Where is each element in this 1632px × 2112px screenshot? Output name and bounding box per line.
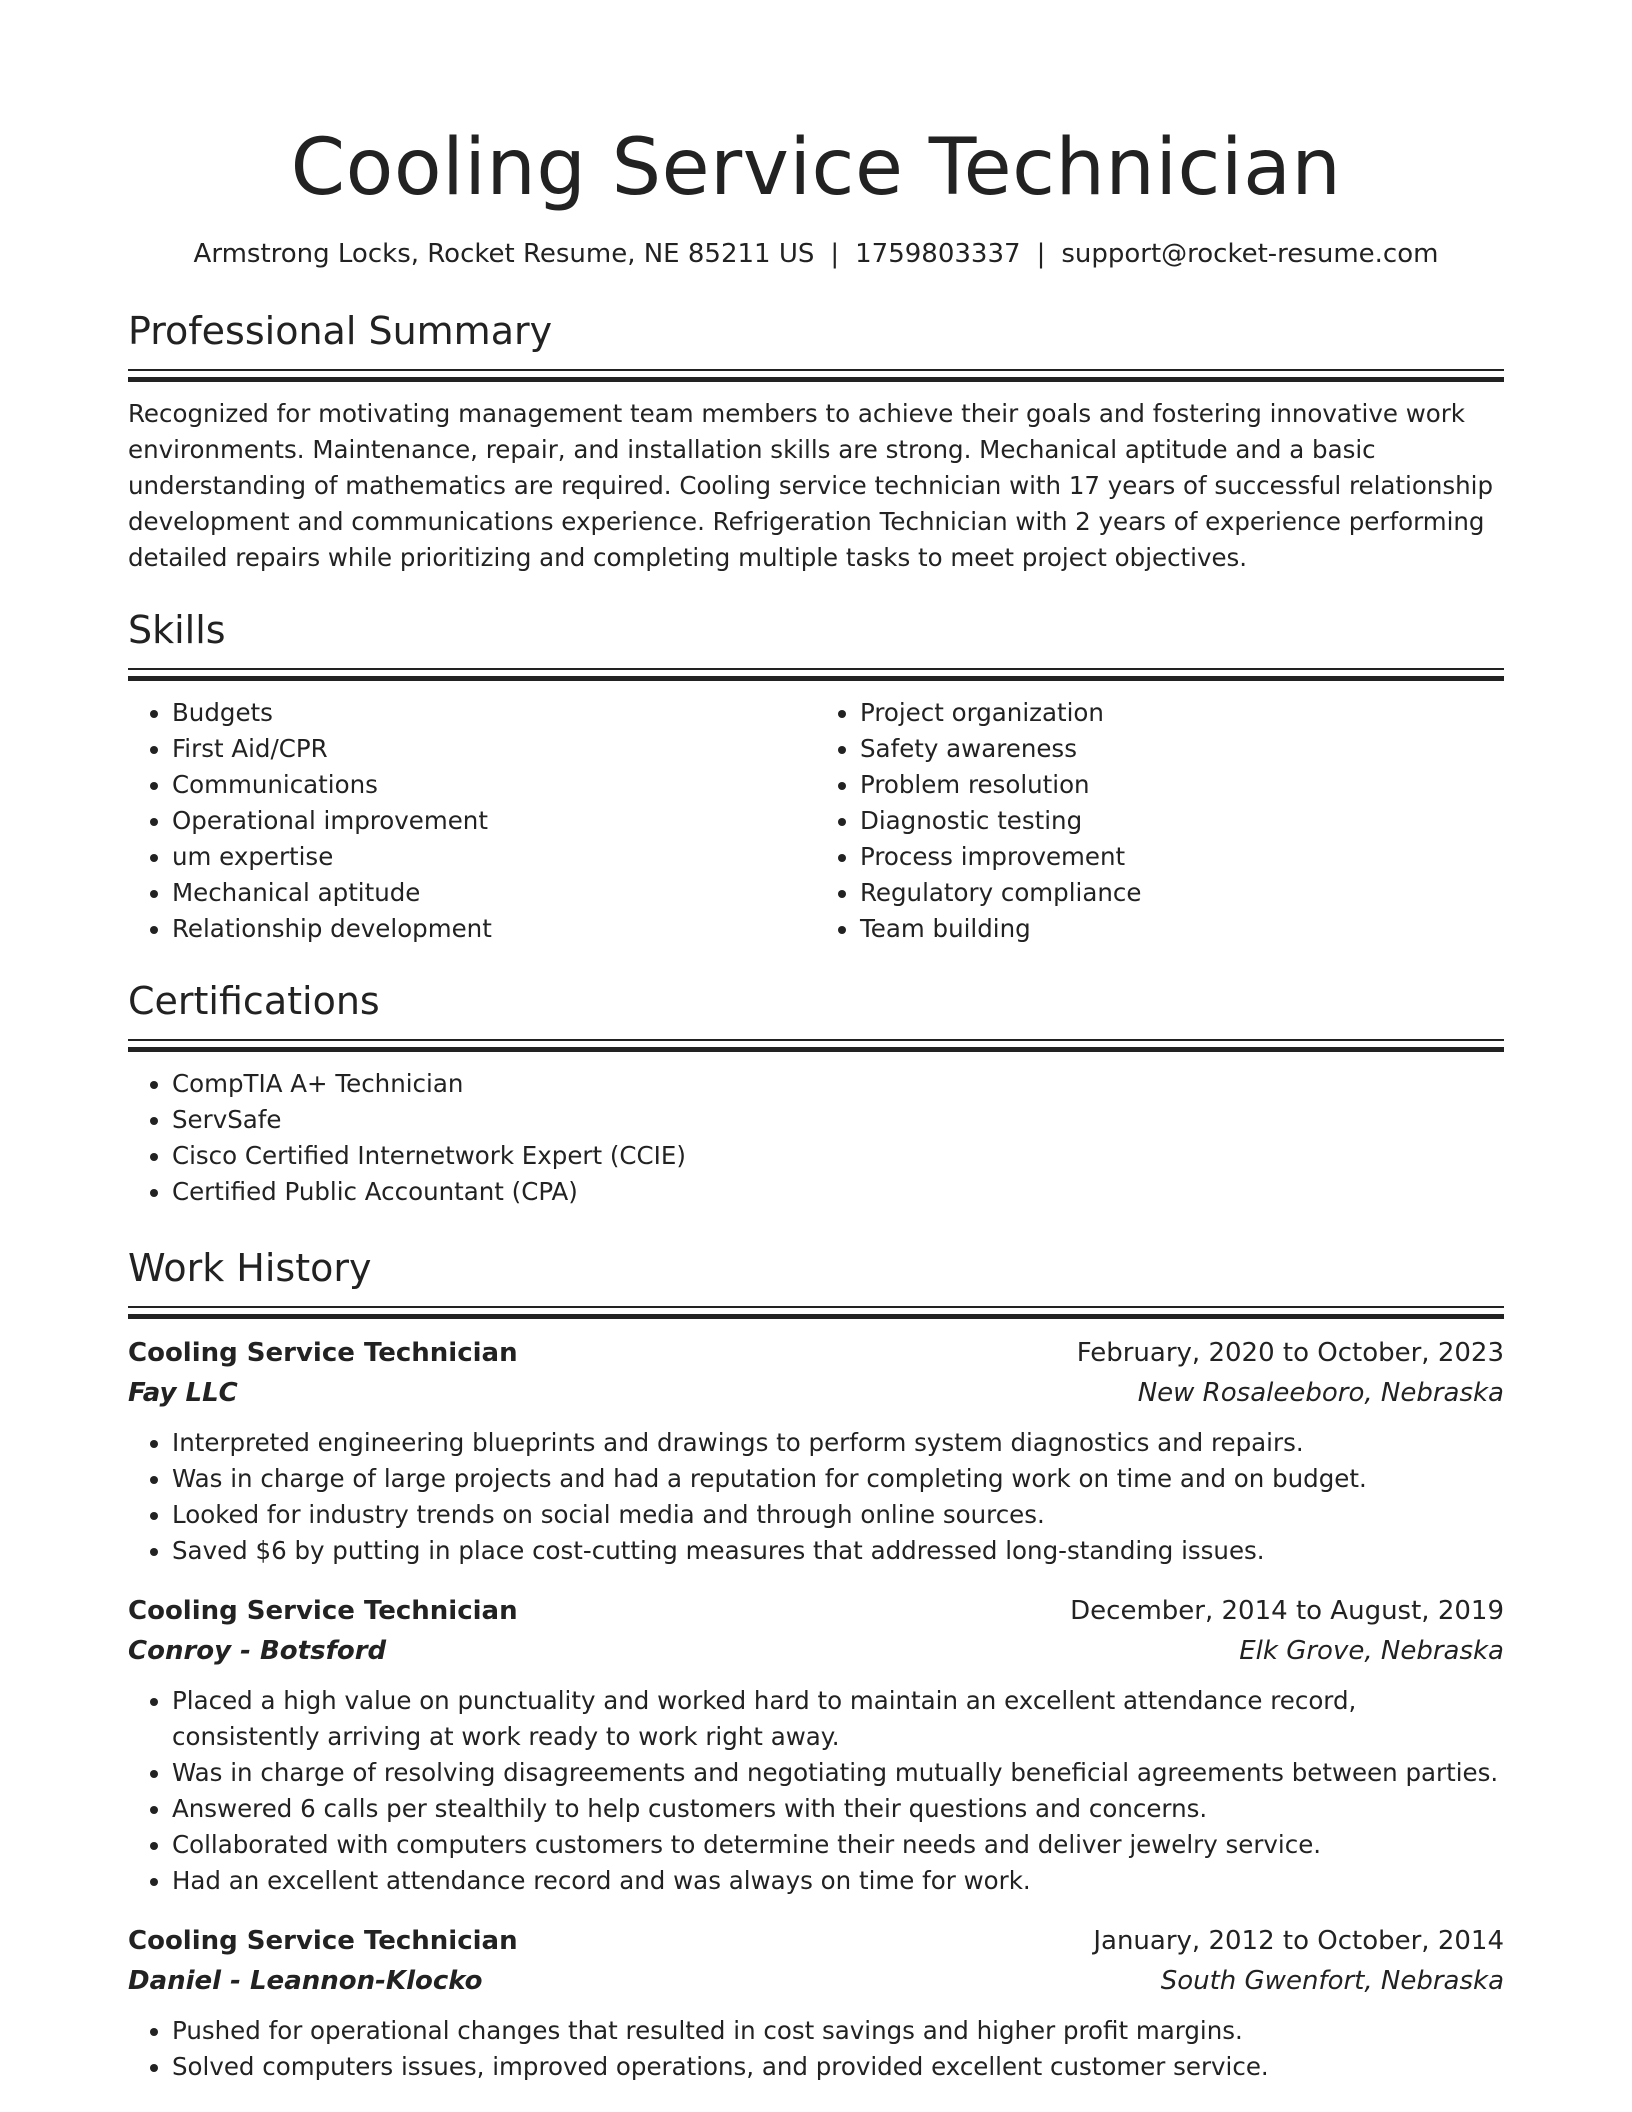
skill-item: • Operational improvement (172, 803, 816, 839)
skill-item: • Diagnostic testing (860, 803, 1504, 839)
job-header (128, 1591, 1504, 1631)
job-location: South Gwenfort, Nebraska (1160, 1966, 1504, 1996)
contact-separator: | (1036, 239, 1046, 269)
summary-section (128, 307, 1504, 576)
job-dates: January, 2012 to October, 2014 (1093, 1926, 1504, 1956)
contact-separator: | (830, 239, 840, 269)
job-bullets (128, 1425, 1504, 1569)
job-bullet: • Had an excellent attendance record and was always on time for work. (172, 1863, 1504, 1899)
contact-email: support@rocket-resume.com (1061, 239, 1439, 269)
certifications-list (128, 1066, 1504, 1210)
job-entry (128, 1333, 1504, 1569)
skill-item: • Mechanical aptitude (172, 875, 816, 911)
job-bullet: • Was in charge of large projects and had a reputation for completing work on time and on budget. (172, 1461, 1504, 1497)
certification-item: • Cisco Certified Internetwork Expert (CCIE) (172, 1138, 1504, 1174)
job-title: Cooling Service Technician (128, 1596, 518, 1626)
job-bullet: • Pushed for operational changes that resulted in cost savings and higher profit margins. (172, 2013, 1504, 2049)
resume-name: Cooling Service Technician (290, 123, 1342, 213)
job-bullet: • Answered 6 calls per stealthily to help customers with their questions and concerns. (172, 1791, 1504, 1827)
skill-item: • Team building (860, 911, 1504, 947)
job-location: Elk Grove, Nebraska (1239, 1636, 1504, 1666)
skill-item: • Regulatory compliance (860, 875, 1504, 911)
skill-item: • First Aid/CPR (172, 731, 816, 767)
section-divider (128, 1039, 1504, 1052)
job-bullet: • Interpreted engineering blueprints and drawings to perform system diagnostics and repairs. (172, 1425, 1504, 1461)
section-title-skills: Skills (128, 608, 226, 652)
section-title-summary: Professional Summary (128, 309, 553, 353)
job-bullet: • Saved $6 by putting in place cost-cutting measures that addressed long-standing issues. (172, 1533, 1504, 1569)
job-location: New Rosaleeboro, Nebraska (1137, 1378, 1504, 1408)
certification-item: • CompTIA A+ Technician (172, 1066, 1504, 1102)
job-company: Conroy - Botsford (128, 1636, 387, 1666)
certifications-section (128, 977, 1504, 1210)
job-bullets (128, 2013, 1504, 2085)
job-bullets (128, 1683, 1504, 1899)
job-header (128, 1921, 1504, 1961)
job-subheader (128, 1373, 1504, 1413)
job-bullet: • Placed a high value on punctuality and worked hard to maintain an excellent attendance record, consistently arriving at work ready to work right away. (172, 1683, 1504, 1755)
job-dates: December, 2014 to August, 2019 (1070, 1596, 1504, 1626)
certification-item: • ServSafe (172, 1102, 1504, 1138)
skill-item: • Problem resolution (860, 767, 1504, 803)
job-bullet: • Was in charge of resolving disagreements and negotiating mutually beneficial agreements between parties. (172, 1755, 1504, 1791)
job-entry (128, 1591, 1504, 1899)
skill-item: • Process improvement (860, 839, 1504, 875)
skills-list-right (816, 695, 1504, 947)
job-bullet: • Solved computers issues, improved operations, and provided excellent customer service. (172, 2049, 1504, 2085)
skill-item: • Communications (172, 767, 816, 803)
skills-section (128, 606, 1504, 947)
job-title: Cooling Service Technician (128, 1926, 518, 1956)
skill-item: • um expertise (172, 839, 816, 875)
job-bullet: • Collaborated with computers customers to determine their needs and deliver jewelry service. (172, 1827, 1504, 1863)
certification-item: • Certified Public Accountant (CPA) (172, 1174, 1504, 1210)
section-divider (128, 1306, 1504, 1319)
contact-address: Armstrong Locks, Rocket Resume, NE 85211 US (193, 239, 815, 269)
skill-item: • Safety awareness (860, 731, 1504, 767)
skill-item: • Budgets (172, 695, 816, 731)
contact-line (128, 237, 1504, 271)
job-subheader (128, 1631, 1504, 1671)
job-subheader (128, 1961, 1504, 2001)
skills-list-left (128, 695, 816, 947)
section-divider (128, 668, 1504, 681)
job-entry (128, 1921, 1504, 2085)
work-history-section (128, 1244, 1504, 2085)
contact-phone: 1759803337 (855, 239, 1021, 269)
summary-text: Recognized for motivating management team members to achieve their goals and fostering innovative work environments. Maintenance, repair, and installation skills are strong. Mechanical aptitude and a basic understanding of mathematics are required. Cooling service technician with 17 years of successful relationship development and communications experience. Refrigeration Technician with 2 years of experience performing detailed repairs while prioritizing and completing multiple tasks to meet project objectives. (128, 399, 1494, 572)
job-company: Daniel - Leannon-Klocko (128, 1966, 483, 1996)
section-title-work-history: Work History (128, 1246, 372, 1290)
skills-columns (128, 695, 1504, 947)
section-divider (128, 369, 1504, 382)
job-header (128, 1333, 1504, 1373)
skill-item: • Project organization (860, 695, 1504, 731)
job-title: Cooling Service Technician (128, 1338, 518, 1368)
job-dates: February, 2020 to October, 2023 (1076, 1338, 1504, 1368)
skill-item: • Relationship development (172, 911, 816, 947)
job-company: Fay LLC (128, 1378, 238, 1408)
job-bullet: • Looked for industry trends on social media and through online sources. (172, 1497, 1504, 1533)
section-title-certifications: Certifications (128, 979, 380, 1023)
